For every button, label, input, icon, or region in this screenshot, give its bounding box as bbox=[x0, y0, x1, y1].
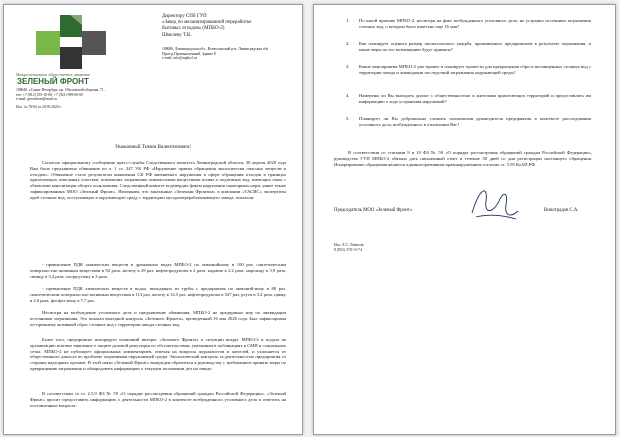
logo-emblem-icon bbox=[36, 15, 106, 69]
logo-caption: Межрегиональное общественное движение bbox=[16, 72, 91, 77]
executor-name: Исп. Е.С. Левитов bbox=[334, 243, 364, 247]
body-paragraph: Несмотря на возбуждение уголовного дела и предъявление обвинения, МПБО-2 не предпринял мер по ликвидации источников загрязнения. Это показал выездной контроль «Зеленого Фронта», проведенный 16 мая 2020 года. Был зафиксирован по-прежнему активный сброс сточных вод с территории завода сточных вод. bbox=[30, 310, 286, 327]
letter-page-1 bbox=[3, 4, 303, 435]
question-item: Планирует ли Вы добровольно сложить полномочия руководителя предприятия в контексте расследования уголовного дела, возбужденного в отношении Вас? bbox=[359, 116, 591, 127]
recipient-line: Шмелеву Т.В. bbox=[162, 32, 192, 38]
closing-paragraph: В соответствии со статьями 9 и 10 ФЗ № 59 «О порядке рассмотрения обращений граждан Российской Федерации», руководство ГУП МПБО-2 обязано дать письменный ответ в течение 30 дней со дня регистрации настоящего обращения. Игнорирование обращения является административным правонарушением согласно ст. 5.59 КоАП РФ. bbox=[334, 150, 592, 167]
signature-title: Председатель МОО «Зеленый Фронт» bbox=[334, 208, 413, 213]
sender-address-line: 188640, г.Санкт-Петербург, пр. Обуховской обороны, 71, bbox=[16, 88, 105, 92]
body-paragraph: - превышение ПДК химических веществ в водах, выходящих из трубы с предприятия по аммоний-иону в 80 раз, синтетическим поверхностно-активным веществам в 113 раз, железу в 14,5 раз, нефтепродуктам в 547 раз, ртути в 3,4 раза, цинку в 2,6 раза, фосфат-иону в 7,7 раз. bbox=[30, 286, 286, 303]
body-paragraph: Согласно официальному сообщению пресс-службы Следственного комитета Ленинградской области, 30 апреля 2020 года Вам было предъявлено обвинение по ч. 1 ст. 247 УК РФ «Нарушение правил обращения экологически опасных веществ и отходов». Обвинение стало результатом выявления СК РФ вменяемого нарушения в сфере обращения отходов в границах прилегающих земельных участков, повлекших загрязнение химическими веществами почвы и подземных вод, имеющих связь с объектами канализации общего пользования. Следственный комитет подтвердил факты нарушения санитарных норм, ранее также зафиксированных МОО «Зеленый Фронт». Напомним, что заказанные «Зеленым Фронтом» в компании «ТАСИС» экспертизы проб сточных вод, поступающих в окружающую среду с территории мусороперерабатывающего завода, показали: bbox=[30, 160, 286, 200]
recipient-line: «Завод по механизированной переработке bbox=[162, 20, 252, 26]
body-paragraph: В соответствии со ст. 2,5,9 ФЗ № 59 «О порядке рассмотрения обращений граждан Российской Федерации», «Зеленый Фронт» просит предоставить информацию о деятельности МПБО-2 в контексте возбужденного уголовного дела и ответить на поставленные вопросы: bbox=[30, 391, 286, 408]
recipient-line: Директору СПб ГУП bbox=[162, 14, 207, 19]
question-number: 5. bbox=[346, 116, 350, 121]
recipient-address-line: Проезд Промышленный, Здание 8 bbox=[162, 51, 216, 56]
question-item: Намерены ли Вы выходить диалог с общественностью и жителями прилегающих территорий и предоставлять им информацию о ходе устранения нарушений? bbox=[359, 93, 591, 104]
question-number: 2. bbox=[346, 41, 350, 46]
question-item: Какие мероприятия МПБО-2 уже провел и планирует провести для прекращения сброса неочищенных сточных вод с территории завода и ликвидации последствий загрязнения окружающей среды? bbox=[359, 64, 591, 75]
executor-phone: 8 (952) 378-13-74 bbox=[334, 248, 362, 252]
handwritten-signature-icon bbox=[466, 183, 522, 223]
letter-page-2 bbox=[313, 4, 616, 435]
sender-address-line: e-mail: greenfront@mail.ru bbox=[16, 97, 57, 101]
recipient-line: бытовых отходов» (МПБО-2) bbox=[162, 26, 225, 32]
signature-name: Виноградов С.А. bbox=[544, 208, 579, 213]
recipient-address-line: e-mail: info@mpbo2.ru bbox=[162, 56, 197, 60]
question-number: 3. bbox=[346, 64, 350, 69]
question-number: 1. bbox=[346, 18, 350, 23]
logo-name: ЗЕЛЕНЫЙ ФРОНТ bbox=[17, 77, 89, 86]
body-paragraph: Более того, предприятие игнорирует излишний интерес «Зеленого Фронта» к ситуации вокруг МПБО-2 и подала на организацию исковое заявление о защите деловой репутации по обстоятельствам, указанным в публикациях в СМИ и социальных сетях. МПБО-2 не публикует официальных комментариев, отвечая на вопросы журналистов и жителей, и уклоняется от общественного диалога по проблеме загрязнения окружающей среды. Экологический контроль за деятельностью предприятия со стороны надзорных органов. В этой связи «Зеленый Фронт» вынужден обратиться к руководству с требованием принять меры по прекращению загрязнения и обнародовать информацию о текущем положении дел на заводе. bbox=[30, 337, 286, 371]
question-number: 4. bbox=[346, 93, 350, 98]
outgoing-reference: Исх. № 76/04 от 20.05.2020 г. bbox=[16, 105, 62, 109]
body-paragraph: - превышение ПДК химических веществ в дренажных водах МПБО-2 по аммонийному в 100 раз, синтетическим поверхностно-активным веществам в 92 раза, железу в 29 раз, нефтепродуктам в 2 раза, кадмию в 2,2 раза, марганцу в 3,9 раза, свинцу в 3,4 раза, хлорид-иону в 3 раза. bbox=[30, 262, 286, 279]
question-item: Как планирует оценить размер экологического ущерба, причиненного предприятием в результате загрязнения, и какие меры по его возмещению будут приняты? bbox=[359, 41, 591, 52]
question-item: По какой причине МПБО-2, несмотря на факт возбужденного уголовного дела, не устранил источники загрязнения сточных вод, о котором было известно еще 16 мая? bbox=[359, 18, 591, 29]
salutation: Уважаемый Тимон Валентинович! bbox=[114, 144, 191, 150]
sender-address-line: тел. +7 (812) 555-10-00, +7 (921) 999-00-00 bbox=[16, 92, 84, 97]
recipient-address-line: 188680, Ленинградская обл., Всеволожский р-н, Ленинградская обл bbox=[162, 47, 269, 51]
